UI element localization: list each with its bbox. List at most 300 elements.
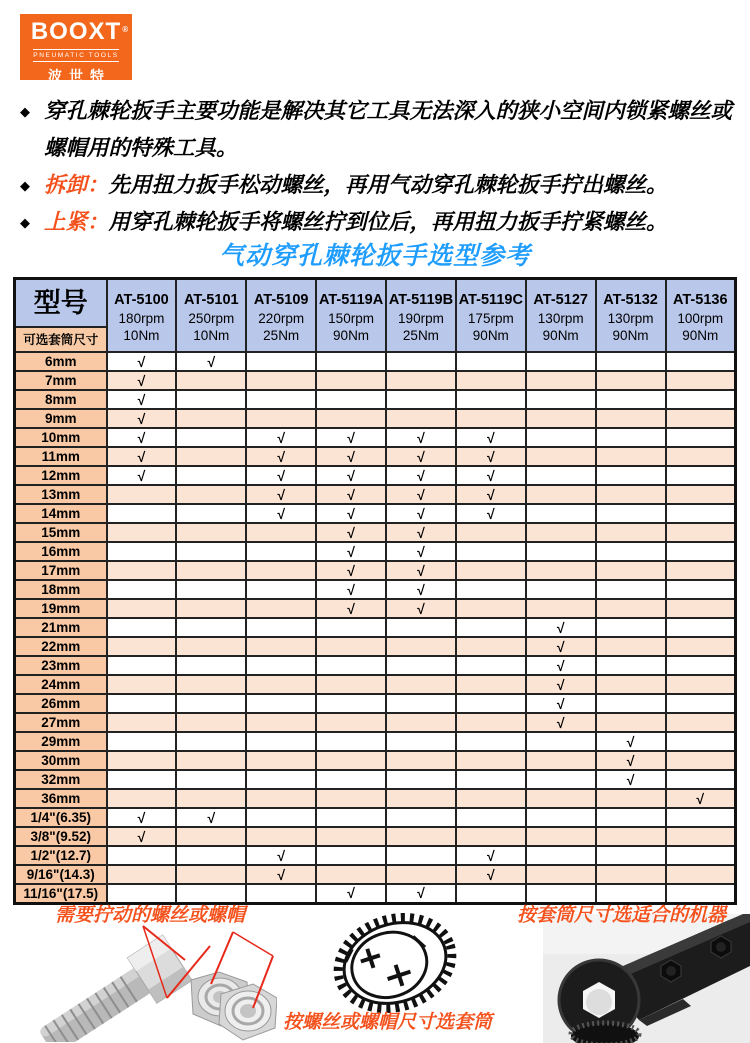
empty-cell: [246, 694, 316, 713]
check-cell: √: [526, 637, 596, 656]
table-row: [15, 846, 736, 865]
empty-cell: [596, 656, 666, 675]
empty-cell: [666, 808, 736, 827]
socket-size-cell: 29mm: [15, 732, 107, 751]
empty-cell: [316, 789, 386, 808]
model-number: AT-5119C: [458, 291, 523, 308]
model-number: AT-5132: [603, 291, 658, 308]
empty-cell: [316, 770, 386, 789]
check-cell: √: [107, 447, 177, 466]
empty-cell: [526, 599, 596, 618]
empty-cell: [176, 542, 246, 561]
empty-cell: [107, 637, 177, 656]
empty-cell: [526, 428, 596, 447]
empty-cell: [246, 618, 316, 637]
empty-cell: [107, 846, 177, 865]
socket-size-cell: 12mm: [15, 466, 107, 485]
empty-cell: [666, 352, 736, 371]
check-cell: √: [456, 428, 526, 447]
check-cell: √: [316, 599, 386, 618]
empty-cell: [316, 390, 386, 409]
empty-cell: [526, 732, 596, 751]
selection-table-title: 气动穿孔棘轮扳手选型参考: [218, 242, 531, 270]
empty-cell: [526, 542, 596, 561]
empty-cell: [107, 485, 177, 504]
model-rpm: 190rpm: [398, 310, 444, 326]
diamond-bullet-icon: ◆: [20, 215, 30, 230]
check-cell: √: [386, 428, 456, 447]
empty-cell: [386, 656, 456, 675]
empty-cell: [526, 827, 596, 846]
empty-cell: [246, 637, 316, 656]
model-torque: 10Nm: [193, 327, 230, 343]
socket-size-cell: 3/8"(9.52): [15, 827, 107, 846]
model-header-label: 型号: [16, 280, 106, 326]
check-cell: √: [666, 789, 736, 808]
column-header-at-5127: [526, 279, 596, 353]
empty-cell: [666, 390, 736, 409]
socket-size-cell: 11mm: [15, 447, 107, 466]
check-cell: √: [316, 523, 386, 542]
socket-size-cell: 10mm: [15, 428, 107, 447]
table-row: [15, 504, 736, 523]
table-row: [15, 656, 736, 675]
bullet-item: [20, 167, 736, 204]
empty-cell: [386, 827, 456, 846]
brand-name: BOOXT ®: [30, 18, 130, 45]
check-cell: √: [107, 808, 177, 827]
empty-cell: [596, 637, 666, 656]
socket-size-cell: 16mm: [15, 542, 107, 561]
model-rpm: 220rpm: [258, 310, 305, 326]
empty-cell: [666, 770, 736, 789]
empty-cell: [596, 865, 666, 884]
check-cell: √: [456, 846, 526, 865]
empty-cell: [386, 846, 456, 865]
empty-cell: [316, 409, 386, 428]
empty-cell: [666, 428, 736, 447]
socket-drawing: [325, 913, 465, 1013]
check-cell: √: [107, 827, 177, 846]
socket-size-cell: 27mm: [15, 713, 107, 732]
empty-cell: [526, 504, 596, 523]
empty-cell: [596, 580, 666, 599]
empty-cell: [246, 542, 316, 561]
check-cell: √: [246, 846, 316, 865]
empty-cell: [176, 504, 246, 523]
empty-cell: [666, 694, 736, 713]
model-torque: 90Nm: [612, 327, 649, 343]
empty-cell: [526, 789, 596, 808]
empty-cell: [246, 352, 316, 371]
corner-header-cell: [15, 279, 107, 353]
check-cell: √: [386, 466, 456, 485]
empty-cell: [456, 827, 526, 846]
caption-machine: 按套筒尺寸选适合的机器: [517, 905, 727, 926]
table-row: [15, 523, 736, 542]
check-cell: √: [176, 808, 246, 827]
table-row: [15, 789, 736, 808]
empty-cell: [666, 466, 736, 485]
empty-cell: [526, 447, 596, 466]
model-number: AT-5127: [533, 291, 588, 308]
column-header-at-5119c: [456, 279, 526, 353]
table-row: [15, 599, 736, 618]
check-cell: √: [526, 713, 596, 732]
table-row: [15, 371, 736, 390]
empty-cell: [316, 846, 386, 865]
empty-cell: [176, 827, 246, 846]
empty-cell: [107, 789, 177, 808]
diamond-bullet-icon: ◆: [20, 178, 30, 193]
empty-cell: [107, 504, 177, 523]
empty-cell: [666, 827, 736, 846]
check-cell: √: [386, 561, 456, 580]
empty-cell: [666, 409, 736, 428]
socket-size-cell: 26mm: [15, 694, 107, 713]
check-cell: √: [246, 428, 316, 447]
empty-cell: [176, 865, 246, 884]
check-cell: √: [596, 770, 666, 789]
empty-cell: [386, 618, 456, 637]
empty-cell: [526, 770, 596, 789]
table-row: [15, 865, 736, 884]
empty-cell: [386, 675, 456, 694]
header-row: [15, 279, 736, 353]
empty-cell: [176, 561, 246, 580]
empty-cell: [596, 789, 666, 808]
empty-cell: [596, 827, 666, 846]
check-cell: √: [246, 447, 316, 466]
empty-cell: [176, 523, 246, 542]
socket-size-cell: 9/16"(14.3): [15, 865, 107, 884]
empty-cell: [107, 580, 177, 599]
empty-cell: [176, 751, 246, 770]
empty-cell: [456, 390, 526, 409]
model-torque: 90Nm: [542, 327, 579, 343]
table-row: [15, 485, 736, 504]
check-cell: √: [456, 447, 526, 466]
table-row: [15, 466, 736, 485]
ratchet-wrench-image: [543, 914, 750, 1043]
diamond-bullet-icon: ◆: [20, 104, 30, 119]
model-rpm: 250rpm: [188, 310, 235, 326]
socket-size-cell: 15mm: [15, 523, 107, 542]
brand-logo: [20, 14, 132, 84]
empty-cell: [456, 656, 526, 675]
empty-cell: [246, 770, 316, 789]
caption-socket: 按螺丝或螺帽尺寸选套筒: [283, 1012, 493, 1033]
check-cell: √: [456, 865, 526, 884]
check-cell: √: [316, 542, 386, 561]
brand-chinese-name: 波世特: [48, 68, 111, 84]
empty-cell: [386, 789, 456, 808]
empty-cell: [246, 656, 316, 675]
empty-cell: [456, 599, 526, 618]
empty-cell: [456, 789, 526, 808]
empty-cell: [456, 751, 526, 770]
empty-cell: [526, 865, 596, 884]
empty-cell: [456, 675, 526, 694]
empty-cell: [386, 751, 456, 770]
empty-cell: [386, 352, 456, 371]
empty-cell: [456, 352, 526, 371]
check-cell: √: [246, 504, 316, 523]
empty-cell: [176, 694, 246, 713]
empty-cell: [456, 580, 526, 599]
bullet-text: 穿孔棘轮扳手主要功能是解决其它工具无法深入的狭小空间内锁紧螺丝或螺帽用的特殊工具。: [44, 99, 733, 160]
empty-cell: [456, 808, 526, 827]
model-torque: 25Nm: [263, 327, 300, 343]
empty-cell: [107, 542, 177, 561]
empty-cell: [526, 580, 596, 599]
table-row: [15, 770, 736, 789]
empty-cell: [666, 371, 736, 390]
bolt-and-nuts-image: [15, 924, 277, 1042]
table-row: [15, 732, 736, 751]
empty-cell: [596, 599, 666, 618]
check-cell: √: [246, 485, 316, 504]
empty-cell: [666, 732, 736, 751]
check-cell: √: [386, 523, 456, 542]
socket-size-cell: 17mm: [15, 561, 107, 580]
check-cell: √: [316, 466, 386, 485]
check-cell: √: [596, 751, 666, 770]
socket-size-cell: 14mm: [15, 504, 107, 523]
empty-cell: [666, 542, 736, 561]
empty-cell: [386, 808, 456, 827]
table-row: [15, 580, 736, 599]
model-selection-table: [13, 277, 737, 905]
table-row: [15, 618, 736, 637]
empty-cell: [456, 694, 526, 713]
empty-cell: [107, 599, 177, 618]
empty-cell: [666, 675, 736, 694]
empty-cell: [596, 504, 666, 523]
empty-cell: [316, 675, 386, 694]
empty-cell: [526, 523, 596, 542]
check-cell: √: [316, 580, 386, 599]
check-cell: √: [596, 732, 666, 751]
empty-cell: [176, 770, 246, 789]
model-number: AT-5119B: [388, 291, 454, 308]
model-rpm: 180rpm: [118, 310, 165, 326]
empty-cell: [246, 884, 316, 903]
empty-cell: [456, 523, 526, 542]
check-cell: √: [107, 409, 177, 428]
empty-cell: [386, 713, 456, 732]
empty-cell: [246, 599, 316, 618]
check-cell: √: [316, 428, 386, 447]
empty-cell: [316, 618, 386, 637]
empty-cell: [176, 599, 246, 618]
empty-cell: [596, 485, 666, 504]
socket-size-cell: 18mm: [15, 580, 107, 599]
empty-cell: [246, 789, 316, 808]
model-torque: 90Nm: [472, 327, 509, 343]
socket-size-cell: 36mm: [15, 789, 107, 808]
empty-cell: [176, 656, 246, 675]
empty-cell: [176, 789, 246, 808]
empty-cell: [596, 371, 666, 390]
check-cell: √: [386, 447, 456, 466]
socket-size-cell: 24mm: [15, 675, 107, 694]
empty-cell: [107, 656, 177, 675]
empty-cell: [107, 561, 177, 580]
empty-cell: [176, 637, 246, 656]
table-row: [15, 713, 736, 732]
empty-cell: [316, 827, 386, 846]
empty-cell: [246, 713, 316, 732]
model-number: AT-5100: [114, 291, 169, 308]
check-cell: √: [107, 466, 177, 485]
empty-cell: [386, 770, 456, 789]
empty-cell: [246, 371, 316, 390]
table-row: [15, 808, 736, 827]
check-cell: √: [456, 485, 526, 504]
empty-cell: [666, 523, 736, 542]
check-cell: √: [107, 352, 177, 371]
empty-cell: [596, 428, 666, 447]
socket-size-cell: 1/2"(12.7): [15, 846, 107, 865]
empty-cell: [596, 561, 666, 580]
model-torque: 10Nm: [123, 327, 160, 343]
empty-cell: [596, 808, 666, 827]
empty-cell: [107, 618, 177, 637]
check-cell: √: [386, 542, 456, 561]
empty-cell: [316, 865, 386, 884]
empty-cell: [176, 447, 246, 466]
empty-cell: [246, 580, 316, 599]
table-row: [15, 428, 736, 447]
model-torque: 25Nm: [402, 327, 439, 343]
empty-cell: [666, 599, 736, 618]
empty-cell: [316, 656, 386, 675]
empty-cell: [596, 447, 666, 466]
empty-cell: [666, 618, 736, 637]
empty-cell: [456, 409, 526, 428]
empty-cell: [456, 561, 526, 580]
empty-cell: [316, 637, 386, 656]
empty-cell: [526, 561, 596, 580]
model-number: AT-5101: [184, 291, 239, 308]
table-row: [15, 352, 736, 371]
empty-cell: [107, 865, 177, 884]
table-row: [15, 542, 736, 561]
check-cell: √: [386, 485, 456, 504]
empty-cell: [176, 846, 246, 865]
table-row: [15, 827, 736, 846]
socket-size-cell: 6mm: [15, 352, 107, 371]
model-number: AT-5109: [253, 291, 309, 308]
check-cell: √: [526, 675, 596, 694]
empty-cell: [596, 390, 666, 409]
empty-cell: [526, 751, 596, 770]
empty-cell: [176, 409, 246, 428]
empty-cell: [316, 808, 386, 827]
check-cell: √: [386, 599, 456, 618]
empty-cell: [526, 808, 596, 827]
column-header-at-5101: [176, 279, 246, 353]
socket-size-cell: 7mm: [15, 371, 107, 390]
empty-cell: [596, 713, 666, 732]
empty-cell: [246, 390, 316, 409]
empty-cell: [456, 618, 526, 637]
empty-cell: [246, 751, 316, 770]
check-cell: √: [176, 352, 246, 371]
empty-cell: [316, 751, 386, 770]
empty-cell: [107, 523, 177, 542]
check-cell: √: [316, 504, 386, 523]
empty-cell: [526, 846, 596, 865]
empty-cell: [246, 409, 316, 428]
check-cell: √: [456, 504, 526, 523]
socket-size-cell: 30mm: [15, 751, 107, 770]
check-cell: √: [246, 466, 316, 485]
empty-cell: [176, 618, 246, 637]
empty-cell: [246, 523, 316, 542]
socket-size-cell: 1/4"(6.35): [15, 808, 107, 827]
socket-size-cell: 13mm: [15, 485, 107, 504]
empty-cell: [176, 485, 246, 504]
empty-cell: [666, 561, 736, 580]
table-row: [15, 751, 736, 770]
socket-size-cell: 32mm: [15, 770, 107, 789]
empty-cell: [107, 732, 177, 751]
empty-cell: [666, 504, 736, 523]
model-torque: 90Nm: [682, 327, 719, 343]
empty-cell: [246, 675, 316, 694]
empty-cell: [456, 884, 526, 903]
empty-cell: [526, 485, 596, 504]
registered-mark: ®: [122, 25, 130, 34]
empty-cell: [456, 713, 526, 732]
empty-cell: [596, 523, 666, 542]
check-cell: √: [526, 656, 596, 675]
socket-size-header-label: 可选套筒尺寸: [16, 326, 106, 351]
empty-cell: [246, 732, 316, 751]
model-torque: 90Nm: [333, 327, 370, 343]
empty-cell: [596, 618, 666, 637]
table-row: [15, 390, 736, 409]
empty-cell: [316, 352, 386, 371]
check-cell: √: [316, 561, 386, 580]
column-header-at-5119b: [386, 279, 456, 353]
empty-cell: [386, 694, 456, 713]
empty-cell: [526, 352, 596, 371]
empty-cell: [386, 371, 456, 390]
empty-cell: [666, 865, 736, 884]
empty-cell: [526, 390, 596, 409]
table-row: [15, 675, 736, 694]
empty-cell: [176, 713, 246, 732]
empty-cell: [596, 466, 666, 485]
empty-cell: [386, 637, 456, 656]
socket-size-cell: 22mm: [15, 637, 107, 656]
empty-cell: [107, 713, 177, 732]
empty-cell: [316, 371, 386, 390]
empty-cell: [666, 656, 736, 675]
empty-cell: [596, 846, 666, 865]
empty-cell: [666, 447, 736, 466]
caption-bolt-nut: 需要拧动的螺丝或螺帽: [55, 905, 246, 926]
empty-cell: [107, 675, 177, 694]
empty-cell: [666, 637, 736, 656]
model-rpm: 150rpm: [328, 310, 374, 326]
empty-cell: [107, 694, 177, 713]
check-cell: √: [107, 428, 177, 447]
empty-cell: [526, 466, 596, 485]
